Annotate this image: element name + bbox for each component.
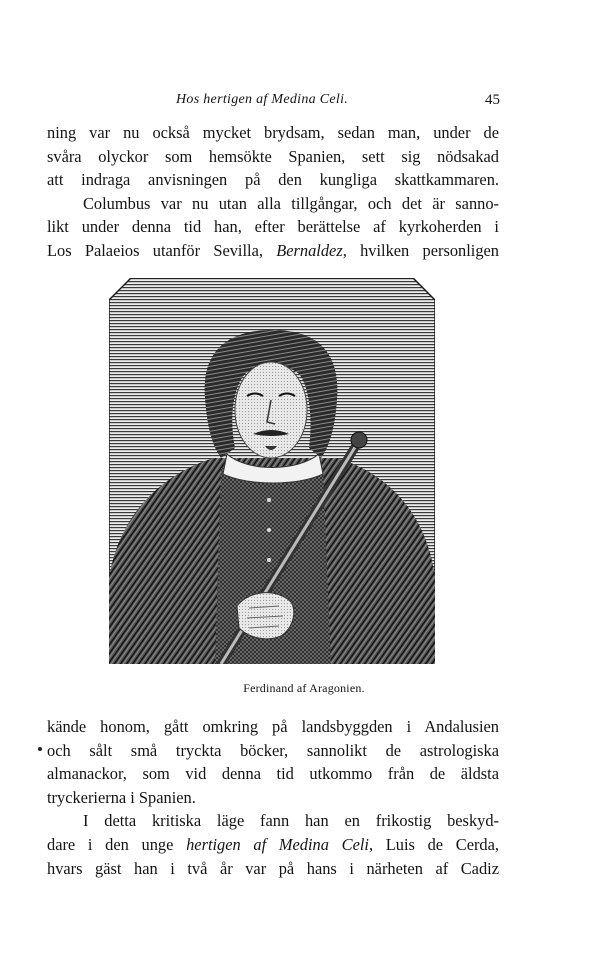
person-name: hertigen af Medina Celi	[186, 834, 369, 854]
text-line: hvars gäst han i två år var på hans i närheten af Cadiz	[47, 858, 499, 878]
text-line: Columbus var nu utan alla tillgångar, och det är sanno-	[83, 193, 499, 213]
text-line: kände honom, gått omkring på landsbyggden i Andalusien	[47, 717, 499, 736]
text-span: dare i den unge	[47, 834, 187, 854]
page-number: 45	[485, 92, 500, 108]
text-line: och sålt små tryckta böcker, sannolikt de astrologiska	[47, 740, 499, 760]
text-line: likt under denna tid han, efter berättelse af kyrkoherden i	[47, 217, 499, 237]
text-line: ning var nu också mycket brydsam, sedan man, under de	[47, 123, 499, 142]
text-line: att indraga anvisningen på den kungliga skattkammaren.	[47, 170, 499, 190]
text-span: , Luis de Cerda,	[368, 834, 499, 854]
running-head	[48, 92, 500, 112]
figure-caption: Ferdinand af Aragonien.	[243, 681, 365, 695]
text-line: svåra olyckor som hemsökte Spanien, sett sig nödsakad	[47, 146, 499, 166]
text-line	[47, 833, 499, 857]
text-line: almanackor, som vid denna tid utkommo från de äldsta	[47, 764, 499, 784]
portrait-engraving	[109, 278, 435, 664]
text-span: Los Palaeios utanför Sevilla,	[47, 240, 277, 260]
text-line	[47, 239, 499, 263]
body-text-bottom	[47, 715, 499, 880]
text-line: tryckerierna i Spanien.	[47, 787, 196, 807]
margin-mark	[38, 747, 42, 751]
person-name: Bernaldez	[276, 240, 343, 260]
running-title: Hos hertigen af Medina Celi.	[176, 92, 349, 107]
body-text-top	[47, 121, 499, 263]
text-line: I detta kritiska läge fann han en frikostig beskyd-	[83, 811, 499, 831]
text-span: , hvilken personligen	[342, 240, 499, 260]
